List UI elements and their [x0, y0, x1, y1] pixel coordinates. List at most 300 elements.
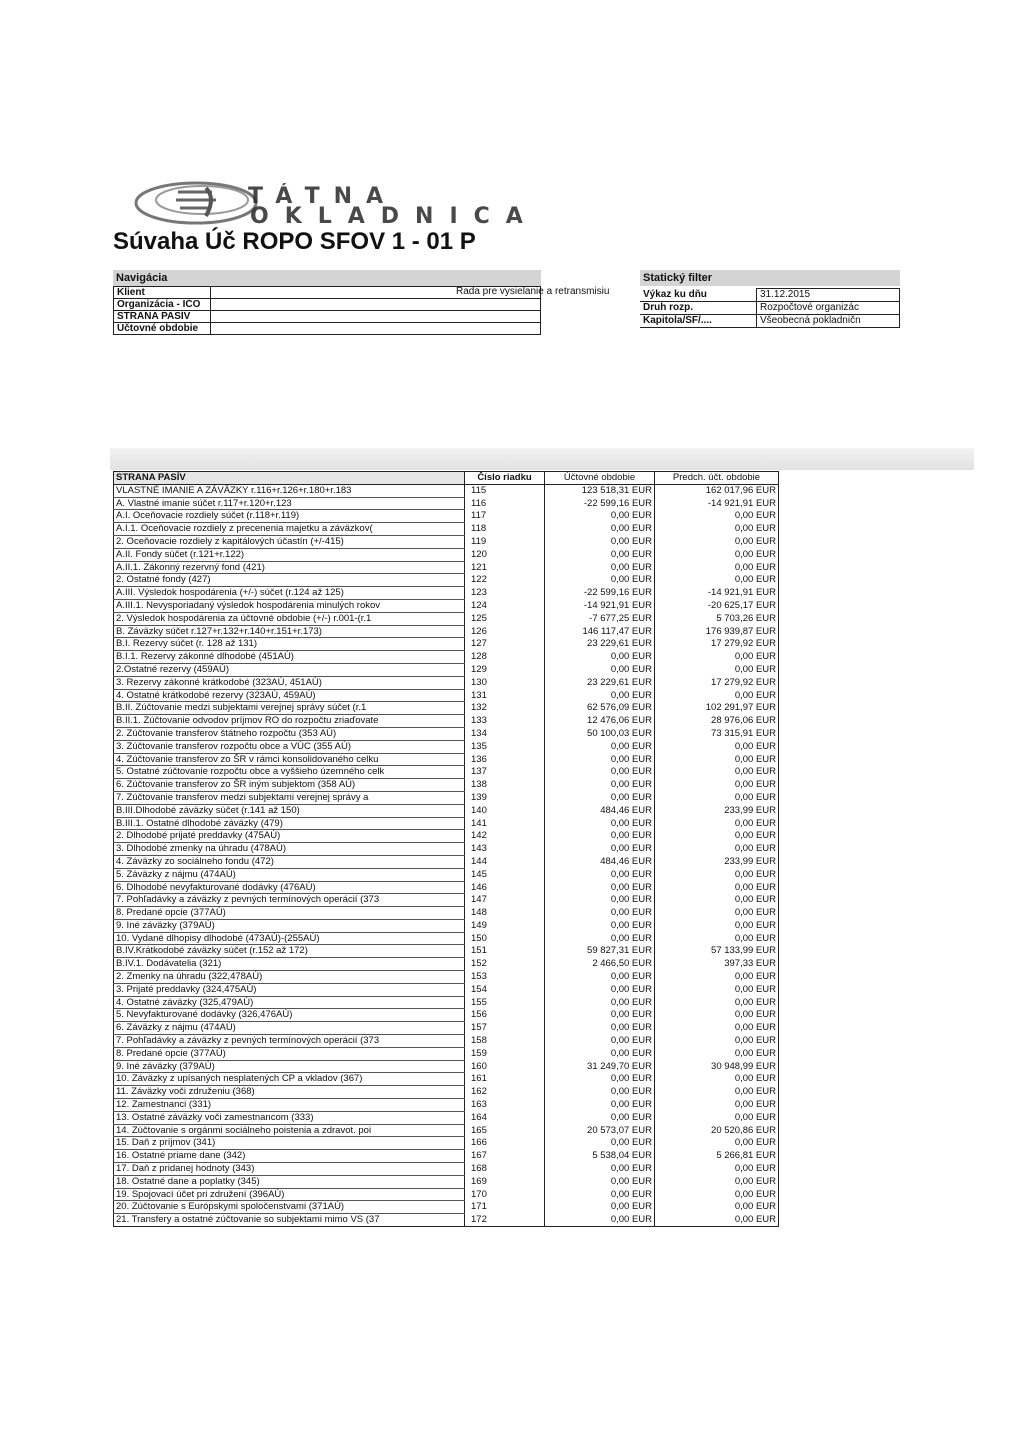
row-number: 154	[465, 983, 545, 996]
current-period-value: 0,00 EUR	[545, 1047, 655, 1060]
row-label: 7. Zúčtovanie transferov medzi subjektami verejnej správy a	[114, 791, 465, 804]
row-number: 122	[465, 574, 545, 587]
row-label: A.II. Fondy súčet (r.121+r.122)	[114, 548, 465, 561]
previous-period-value: 0,00 EUR	[655, 535, 779, 548]
previous-period-value: 0,00 EUR	[655, 523, 779, 536]
navigation-header: Navigácia	[113, 270, 541, 286]
row-label: 8. Predané opcie (377AÚ)	[114, 907, 465, 920]
nav-row-obdobie[interactable]	[114, 323, 541, 335]
current-period-value: -22 599,16 EUR	[545, 497, 655, 510]
current-period-value: 0,00 EUR	[545, 881, 655, 894]
current-period-value: 484,46 EUR	[545, 804, 655, 817]
previous-period-value: 0,00 EUR	[655, 1201, 779, 1214]
row-number: 126	[465, 625, 545, 638]
row-label: B.II. Zúčtovanie medzi subjektami verejnej správy súčet (r.1	[114, 702, 465, 715]
current-period-value: 0,00 EUR	[545, 791, 655, 804]
table-row	[114, 907, 779, 920]
table-row	[114, 804, 779, 817]
row-number: 151	[465, 945, 545, 958]
table-row	[114, 881, 779, 894]
row-number: 158	[465, 1035, 545, 1048]
row-number: 143	[465, 843, 545, 856]
table-row	[114, 676, 779, 689]
previous-period-value: 0,00 EUR	[655, 1111, 779, 1124]
current-period-value: 0,00 EUR	[545, 830, 655, 843]
filter-value: Rozpočtové organizác	[757, 302, 900, 315]
row-number: 171	[465, 1201, 545, 1214]
current-period-value: 123 518,31 EUR	[545, 484, 655, 497]
current-period-value: 0,00 EUR	[545, 1111, 655, 1124]
table-row	[114, 1163, 779, 1176]
current-period-value: 0,00 EUR	[545, 894, 655, 907]
previous-period-value: 0,00 EUR	[655, 907, 779, 920]
previous-period-value: 57 133,99 EUR	[655, 945, 779, 958]
table-row	[114, 791, 779, 804]
row-number: 148	[465, 907, 545, 920]
current-period-value: 0,00 EUR	[545, 1035, 655, 1048]
row-label: 3. Prijaté preddavky (324,475AÚ)	[114, 983, 465, 996]
current-period-value: 0,00 EUR	[545, 689, 655, 702]
row-number: 115	[465, 484, 545, 497]
row-label: 2. Ostatné fondy (427)	[114, 574, 465, 587]
previous-period-value: 30 948,99 EUR	[655, 1060, 779, 1073]
previous-period-value: 0,00 EUR	[655, 1099, 779, 1112]
row-number: 136	[465, 753, 545, 766]
row-number: 138	[465, 779, 545, 792]
table-row	[114, 1022, 779, 1035]
row-number: 153	[465, 971, 545, 984]
row-label: 12. Zamestnanci (331)	[114, 1099, 465, 1112]
row-number: 165	[465, 1124, 545, 1137]
table-row	[114, 894, 779, 907]
current-period-value: 0,00 EUR	[545, 971, 655, 984]
current-period-value: 0,00 EUR	[545, 919, 655, 932]
table-row	[114, 587, 779, 600]
current-period-value: 0,00 EUR	[545, 766, 655, 779]
row-number: 127	[465, 638, 545, 651]
previous-period-value: 0,00 EUR	[655, 753, 779, 766]
row-number: 141	[465, 817, 545, 830]
row-number: 125	[465, 612, 545, 625]
current-period-value: 23 229,61 EUR	[545, 676, 655, 689]
previous-period-value: 0,00 EUR	[655, 1047, 779, 1060]
previous-period-value: 0,00 EUR	[655, 894, 779, 907]
previous-period-value: 0,00 EUR	[655, 663, 779, 676]
current-period-value: 0,00 EUR	[545, 1099, 655, 1112]
current-period-value: 0,00 EUR	[545, 574, 655, 587]
row-number: 119	[465, 535, 545, 548]
current-period-value: -7 677,25 EUR	[545, 612, 655, 625]
current-period-value: 0,00 EUR	[545, 548, 655, 561]
row-number: 156	[465, 1009, 545, 1022]
row-number: 145	[465, 868, 545, 881]
row-number: 116	[465, 497, 545, 510]
previous-period-value: 0,00 EUR	[655, 766, 779, 779]
row-label: 11. Záväzky voči združeniu (368)	[114, 1086, 465, 1099]
table-row	[114, 932, 779, 945]
table-row	[114, 599, 779, 612]
row-label: 5. Záväzky z nájmu (474AÚ)	[114, 868, 465, 881]
previous-period-value: 0,00 EUR	[655, 1035, 779, 1048]
previous-period-value: 0,00 EUR	[655, 983, 779, 996]
row-number: 134	[465, 727, 545, 740]
table-row	[114, 1214, 779, 1227]
table-row	[114, 727, 779, 740]
previous-period-value: 0,00 EUR	[655, 779, 779, 792]
table-row	[114, 740, 779, 753]
previous-period-value: 0,00 EUR	[655, 561, 779, 574]
static-filter-table	[640, 288, 900, 328]
current-period-value: 0,00 EUR	[545, 535, 655, 548]
table-row	[114, 484, 779, 497]
row-label: 18. Ostatné dane a poplatky (345)	[114, 1175, 465, 1188]
row-label: 19. Spojovací účet pri združení (396AÚ)	[114, 1188, 465, 1201]
previous-period-value: 0,00 EUR	[655, 1214, 779, 1227]
row-label: B.IV.1. Dodávatelia (321)	[114, 958, 465, 971]
table-row	[114, 1150, 779, 1163]
current-period-value: 0,00 EUR	[545, 1175, 655, 1188]
filter-row	[640, 289, 900, 302]
current-period-value: 0,00 EUR	[545, 843, 655, 856]
table-row	[114, 996, 779, 1009]
row-label: 9. Iné záväzky (379AÚ)	[114, 1060, 465, 1073]
previous-period-value: 0,00 EUR	[655, 1175, 779, 1188]
filter-label: Kapitola/ŠF/....	[640, 315, 757, 328]
table-row	[114, 523, 779, 536]
current-period-value: 59 827,31 EUR	[545, 945, 655, 958]
previous-period-value: 0,00 EUR	[655, 932, 779, 945]
previous-period-value: 0,00 EUR	[655, 843, 779, 856]
table-row	[114, 612, 779, 625]
previous-period-value: 162 017,96 EUR	[655, 484, 779, 497]
filter-value: 31.12.2015	[757, 289, 900, 302]
page-title: Súvaha Úč ROPO SFOV 1 - 01 P	[113, 228, 476, 255]
filter-value: Všeobecná pokladničn	[757, 315, 900, 328]
table-row	[114, 983, 779, 996]
row-number: 170	[465, 1188, 545, 1201]
row-number: 147	[465, 894, 545, 907]
previous-period-value: 0,00 EUR	[655, 574, 779, 587]
filter-label: Výkaz ku dňu	[640, 289, 757, 302]
filter-row	[640, 315, 900, 328]
current-period-value: 0,00 EUR	[545, 1163, 655, 1176]
row-number: 152	[465, 958, 545, 971]
table-row	[114, 830, 779, 843]
previous-period-value: 0,00 EUR	[655, 651, 779, 664]
logo-text-line2: OKLADNICA	[250, 204, 539, 229]
row-number: 155	[465, 996, 545, 1009]
row-number: 117	[465, 510, 545, 523]
row-label: A.I. Oceňovacie rozdiely súčet (r.118+r.119)	[114, 510, 465, 523]
row-label: 5. Nevyfakturované dodávky (326,476AÚ)	[114, 1009, 465, 1022]
row-label: 17. Daň z pridanej hodnoty (343)	[114, 1163, 465, 1176]
previous-period-value: 0,00 EUR	[655, 740, 779, 753]
row-number: 139	[465, 791, 545, 804]
previous-period-value: 233,99 EUR	[655, 855, 779, 868]
current-period-value: 0,00 EUR	[545, 1086, 655, 1099]
nav-label: Účtovné obdobie	[114, 323, 211, 335]
row-label: 7. Pohľadávky a záväzky z pevných termínových operácií (373	[114, 894, 465, 907]
previous-period-value: 397,33 EUR	[655, 958, 779, 971]
current-period-value: 0,00 EUR	[545, 753, 655, 766]
row-number: 140	[465, 804, 545, 817]
table-row	[114, 663, 779, 676]
nav-row-organizacia[interactable]	[114, 299, 541, 311]
current-period-value: 62 576,09 EUR	[545, 702, 655, 715]
table-row	[114, 971, 779, 984]
table-row	[114, 1047, 779, 1060]
current-period-value: 0,00 EUR	[545, 663, 655, 676]
current-period-value: 0,00 EUR	[545, 1201, 655, 1214]
current-period-value: 0,00 EUR	[545, 907, 655, 920]
table-row	[114, 1073, 779, 1086]
table-row	[114, 1111, 779, 1124]
table-row	[114, 868, 779, 881]
client-name: Rada pre vysielanie a retransmisiu	[456, 286, 610, 297]
previous-period-value: 0,00 EUR	[655, 971, 779, 984]
row-number: 157	[465, 1022, 545, 1035]
table-row	[114, 1099, 779, 1112]
previous-period-value: -20 625,17 EUR	[655, 599, 779, 612]
current-period-value: 12 476,06 EUR	[545, 715, 655, 728]
current-period-value: -22 599,16 EUR	[545, 587, 655, 600]
row-number: 130	[465, 676, 545, 689]
table-header-row	[114, 472, 779, 485]
row-number: 168	[465, 1163, 545, 1176]
previous-period-value: 0,00 EUR	[655, 830, 779, 843]
current-period-value: 0,00 EUR	[545, 817, 655, 830]
current-period-value: 0,00 EUR	[545, 868, 655, 881]
static-filter-panel	[640, 270, 900, 328]
previous-period-value: 73 315,91 EUR	[655, 727, 779, 740]
row-label: 8. Predané opcie (377AÚ)	[114, 1047, 465, 1060]
table-row	[114, 919, 779, 932]
row-number: 172	[465, 1214, 545, 1227]
table-row	[114, 1035, 779, 1048]
balance-table	[113, 471, 779, 1227]
row-label: B.IV.Krátkodobé záväzky súčet (r.152 až 172)	[114, 945, 465, 958]
previous-period-value: 0,00 EUR	[655, 868, 779, 881]
table-row	[114, 1009, 779, 1022]
table-row	[114, 1175, 779, 1188]
previous-period-value: 0,00 EUR	[655, 996, 779, 1009]
row-number: 132	[465, 702, 545, 715]
table-row	[114, 855, 779, 868]
row-label: 6. Dlhodobé nevyfakturované dodávky (476AÚ)	[114, 881, 465, 894]
table-row	[114, 1201, 779, 1214]
previous-period-value: 0,00 EUR	[655, 919, 779, 932]
row-number: 161	[465, 1073, 545, 1086]
previous-period-value: 0,00 EUR	[655, 1073, 779, 1086]
row-label: 13. Ostatné záväzky voči zamestnancom (333)	[114, 1111, 465, 1124]
row-number: 169	[465, 1175, 545, 1188]
previous-period-value: 0,00 EUR	[655, 510, 779, 523]
row-number: 160	[465, 1060, 545, 1073]
row-label: A.III. Výsledok hospodárenia (+/-) súčet (r.124 až 125)	[114, 587, 465, 600]
row-label: 3. Rezervy zákonné krátkodobé (323AÚ, 451AÚ)	[114, 676, 465, 689]
previous-period-value: 0,00 EUR	[655, 1009, 779, 1022]
current-period-value: 0,00 EUR	[545, 510, 655, 523]
table-row	[114, 510, 779, 523]
table-row	[114, 548, 779, 561]
table-row	[114, 625, 779, 638]
row-number: 146	[465, 881, 545, 894]
previous-period-value: 17 279,92 EUR	[655, 676, 779, 689]
previous-period-value: 0,00 EUR	[655, 817, 779, 830]
current-period-value: 2 466,50 EUR	[545, 958, 655, 971]
row-label: 2. Dlhodobé prijaté preddavky (475AÚ)	[114, 830, 465, 843]
previous-period-value: 0,00 EUR	[655, 1022, 779, 1035]
current-period-value: 0,00 EUR	[545, 1188, 655, 1201]
row-number: 159	[465, 1047, 545, 1060]
current-period-value: 0,00 EUR	[545, 779, 655, 792]
current-period-value: 146 117,47 EUR	[545, 625, 655, 638]
row-label: B.II.1. Zúčtovanie odvodov príjmov RO do rozpočtu zriaďovate	[114, 715, 465, 728]
row-label: 3. Zúčtovanie transferov rozpočtu obce a VÚC (355 AÚ)	[114, 740, 465, 753]
previous-period-value: 0,00 EUR	[655, 1086, 779, 1099]
table-row	[114, 689, 779, 702]
row-number: 144	[465, 855, 545, 868]
row-label: 16. Ostatné priame dane (342)	[114, 1150, 465, 1163]
row-label: 2. Zmenky na úhradu (322,478AÚ)	[114, 971, 465, 984]
current-period-value: 0,00 EUR	[545, 996, 655, 1009]
table-row	[114, 817, 779, 830]
row-number: 131	[465, 689, 545, 702]
nav-row-strana[interactable]	[114, 311, 541, 323]
row-number: 142	[465, 830, 545, 843]
row-label: B.I. Rezervy súčet (r. 128 až 131)	[114, 638, 465, 651]
table-row	[114, 766, 779, 779]
previous-period-value: 0,00 EUR	[655, 1137, 779, 1150]
row-number: 121	[465, 561, 545, 574]
row-label: 4. Ostatné krátkodobé rezervy (323AÚ, 459AÚ)	[114, 689, 465, 702]
previous-period-value: 0,00 EUR	[655, 791, 779, 804]
table-body	[114, 484, 779, 1226]
current-period-value: 0,00 EUR	[545, 523, 655, 536]
current-period-value: 0,00 EUR	[545, 1073, 655, 1086]
navigation-panel	[113, 270, 541, 335]
current-period-value: 0,00 EUR	[545, 1009, 655, 1022]
row-number: 129	[465, 663, 545, 676]
current-period-value: 20 573,07 EUR	[545, 1124, 655, 1137]
row-number: 162	[465, 1086, 545, 1099]
previous-period-value: 176 939,87 EUR	[655, 625, 779, 638]
table-row	[114, 638, 779, 651]
filter-label: Druh rozp.	[640, 302, 757, 315]
column-header-strana[interactable]: STRANA PASÍV	[114, 472, 465, 485]
row-number: 167	[465, 1150, 545, 1163]
row-number: 150	[465, 932, 545, 945]
current-period-value: 0,00 EUR	[545, 561, 655, 574]
row-label: A.III.1. Nevysporiadaný výsledok hospodárenia minulých rokov	[114, 599, 465, 612]
nav-value	[211, 323, 541, 335]
row-label: VLASTNÉ IMANIE A ZÁVÄZKY r.116+r.126+r.180+r.183	[114, 484, 465, 497]
previous-period-value: 5 703,26 EUR	[655, 612, 779, 625]
table-row	[114, 945, 779, 958]
current-period-value: 0,00 EUR	[545, 932, 655, 945]
previous-period-value: -14 921,91 EUR	[655, 587, 779, 600]
row-number: 166	[465, 1137, 545, 1150]
row-number: 124	[465, 599, 545, 612]
row-label: 4. Zúčtovanie transferov zo ŠR v rámci konsolidovaného celku	[114, 753, 465, 766]
row-label: 14. Zúčtovanie s orgánmi sociálneho poistenia a zdravot. poi	[114, 1124, 465, 1137]
table-row	[114, 779, 779, 792]
statna-pokladnica-logo	[118, 178, 588, 228]
row-number: 135	[465, 740, 545, 753]
previous-period-value: 5 266,81 EUR	[655, 1150, 779, 1163]
table-row	[114, 1137, 779, 1150]
current-period-value: 23 229,61 EUR	[545, 638, 655, 651]
previous-period-value: 28 976,06 EUR	[655, 715, 779, 728]
table-row	[114, 843, 779, 856]
row-label: 10. Záväzky z upísaných nesplatených CP a vkladov (367)	[114, 1073, 465, 1086]
row-number: 149	[465, 919, 545, 932]
column-header-cislo[interactable]: Číslo riadku	[465, 472, 545, 485]
row-label: 20. Zúčtovanie s Európskymi spoločenstvami (371AÚ)	[114, 1201, 465, 1214]
current-period-value: 0,00 EUR	[545, 1214, 655, 1227]
table-row	[114, 1124, 779, 1137]
table-row	[114, 1188, 779, 1201]
row-label: 2. Oceňovacie rozdiely z kapitálových účastín (+/-415)	[114, 535, 465, 548]
previous-period-value: 102 291,97 EUR	[655, 702, 779, 715]
row-label: 4. Ostatné záväzky (325,479AÚ)	[114, 996, 465, 1009]
row-label: B.III.Dlhodobé záväzky súčet (r.141 až 150)	[114, 804, 465, 817]
row-label: 6. Zúčtovanie transferov zo ŠR iným subjektom (358 AÚ)	[114, 779, 465, 792]
row-label: B.I.1. Rezervy zákonné dlhodobé (451AÚ)	[114, 651, 465, 664]
previous-period-value: 0,00 EUR	[655, 548, 779, 561]
table-row	[114, 753, 779, 766]
row-number: 133	[465, 715, 545, 728]
current-period-value: 0,00 EUR	[545, 983, 655, 996]
current-period-value: 5 538,04 EUR	[545, 1150, 655, 1163]
row-label: 5. Ostatné zúčtovanie rozpočtu obce a vyššieho územného celk	[114, 766, 465, 779]
row-label: A.II.1. Zákonný rezervný fond (421)	[114, 561, 465, 574]
filter-row	[640, 302, 900, 315]
row-label: 6. Záväzky z nájmu (474AÚ)	[114, 1022, 465, 1035]
previous-period-value: 0,00 EUR	[655, 881, 779, 894]
row-number: 163	[465, 1099, 545, 1112]
current-period-value: -14 921,91 EUR	[545, 599, 655, 612]
row-number: 120	[465, 548, 545, 561]
row-number: 118	[465, 523, 545, 536]
column-header-uctovne[interactable]: Účtovné obdobie	[545, 472, 655, 485]
nav-value	[211, 311, 541, 323]
table-row	[114, 715, 779, 728]
column-header-predch[interactable]: Predch. účt. obdobie	[655, 472, 779, 485]
table-row	[114, 574, 779, 587]
current-period-value: 0,00 EUR	[545, 651, 655, 664]
current-period-value: 0,00 EUR	[545, 1022, 655, 1035]
row-label: 2.Ostatné rezervy (459AÚ)	[114, 663, 465, 676]
previous-period-value: -14 921,91 EUR	[655, 497, 779, 510]
table-row	[114, 1060, 779, 1073]
row-number: 123	[465, 587, 545, 600]
row-label: 7. Pohľadávky a záväzky z pevných termínových operácií (373	[114, 1035, 465, 1048]
row-label: 3. Dlhodobé zmenky na úhradu (478AÚ)	[114, 843, 465, 856]
row-label: 10. Vydané dlhopisy dlhodobé (473AÚ)-(255AÚ)	[114, 932, 465, 945]
current-period-value: 31 249,70 EUR	[545, 1060, 655, 1073]
row-label: 2. Zúčtovanie transferov štátneho rozpočtu (353 AÚ)	[114, 727, 465, 740]
row-label: A.I.1. Oceňovacie rozdiely z precenenia majetku a záväzkov(	[114, 523, 465, 536]
row-label: 2. Výsledok hospodárenia za účtovné obdobie (+/-) r.001-(r.1	[114, 612, 465, 625]
table-row	[114, 958, 779, 971]
table-row	[114, 561, 779, 574]
previous-period-value: 17 279,92 EUR	[655, 638, 779, 651]
row-label: 15. Daň z príjmov (341)	[114, 1137, 465, 1150]
current-period-value: 50 100,03 EUR	[545, 727, 655, 740]
nav-value	[211, 299, 541, 311]
row-number: 137	[465, 766, 545, 779]
